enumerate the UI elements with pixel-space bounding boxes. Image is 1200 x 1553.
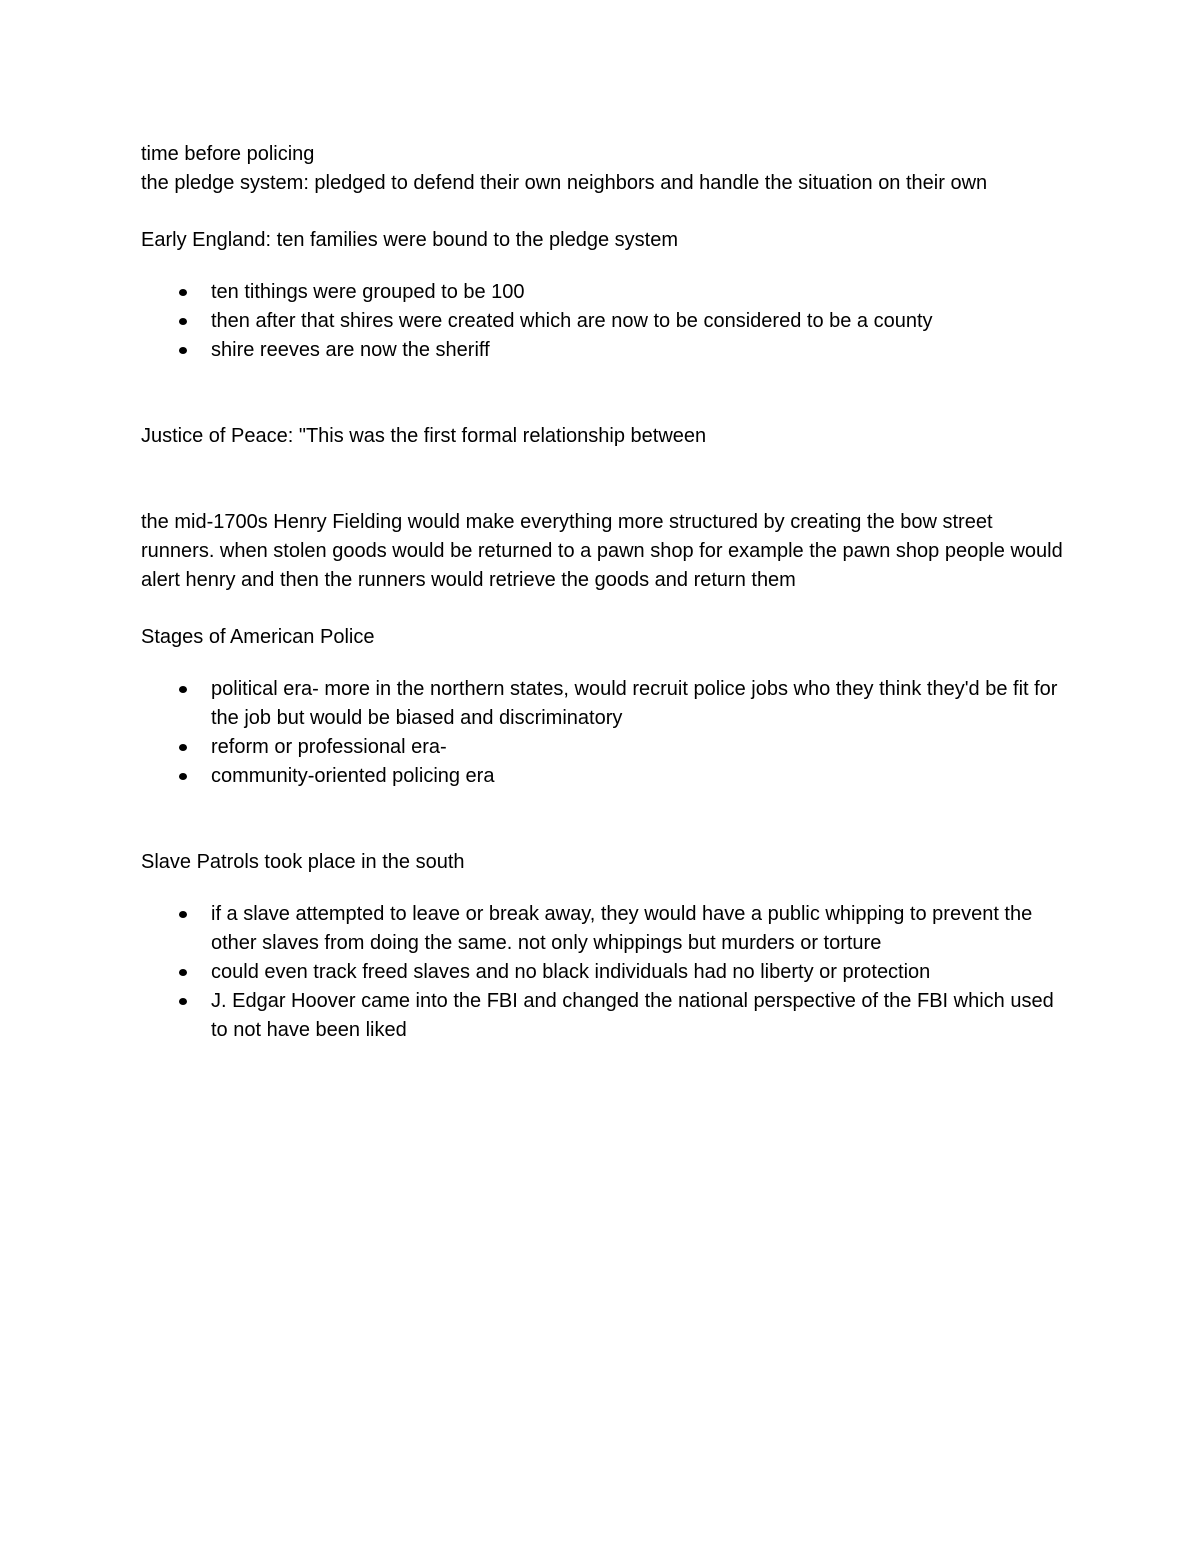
bullet-icon (179, 347, 187, 354)
section-heading-american-police: Stages of American Police (141, 626, 375, 648)
bullet-icon (179, 744, 187, 751)
document-body (141, 140, 1071, 1045)
list-item: ten tithings were grouped to be 100 (141, 278, 1061, 307)
list-item: then after that shires were created which are now to be considered to be a county (141, 307, 1061, 336)
section-heading-slave-patrols: Slave Patrols took place in the south (141, 851, 465, 873)
bullet-icon (179, 998, 187, 1005)
list-item: if a slave attempted to leave or break away, they would have a public whipping to prevent the other slaves from doing the same. not only whippings but murders or torture (141, 900, 1061, 958)
bullet-icon (179, 289, 187, 296)
list-item: could even track freed slaves and no black individuals had no liberty or protection (141, 958, 1061, 987)
bullet-list-early-england (141, 278, 1071, 365)
text-line: the pledge system: pledged to defend their own neighbors and handle the situation on their own (141, 172, 988, 194)
paragraph-fielding: the mid-1700s Henry Fielding would make everything more structured by creating the bow street runners. when stolen goods would be returned to a pawn shop for example the pawn shop people would alert henry and then the runners would retrieve the goods and return them (141, 511, 1063, 591)
bullet-icon (179, 686, 187, 693)
list-item: shire reeves are now the sheriff (141, 336, 1061, 365)
bullet-icon (179, 969, 187, 976)
list-item: J. Edgar Hoover came into the FBI and changed the national perspective of the FBI which used to not have been liked (141, 987, 1061, 1045)
bullet-list-american-police (141, 675, 1071, 791)
bullet-icon (179, 911, 187, 918)
text-line: time before policing (141, 143, 315, 165)
list-item: community-oriented policing era (141, 762, 1061, 791)
section-heading-justice-of-peace: Justice of Peace: "This was the first formal relationship between (141, 425, 707, 447)
list-item: political era- more in the northern states, would recruit police jobs who they think they'd be fit for the job but would be biased and discriminatory (141, 675, 1061, 733)
list-item: reform or professional era- (141, 733, 1061, 762)
bullet-list-slave-patrols (141, 900, 1071, 1045)
section-heading-early-england: Early England: ten families were bound to the pledge system (141, 229, 678, 251)
bullet-icon (179, 318, 187, 325)
bullet-icon (179, 773, 187, 780)
